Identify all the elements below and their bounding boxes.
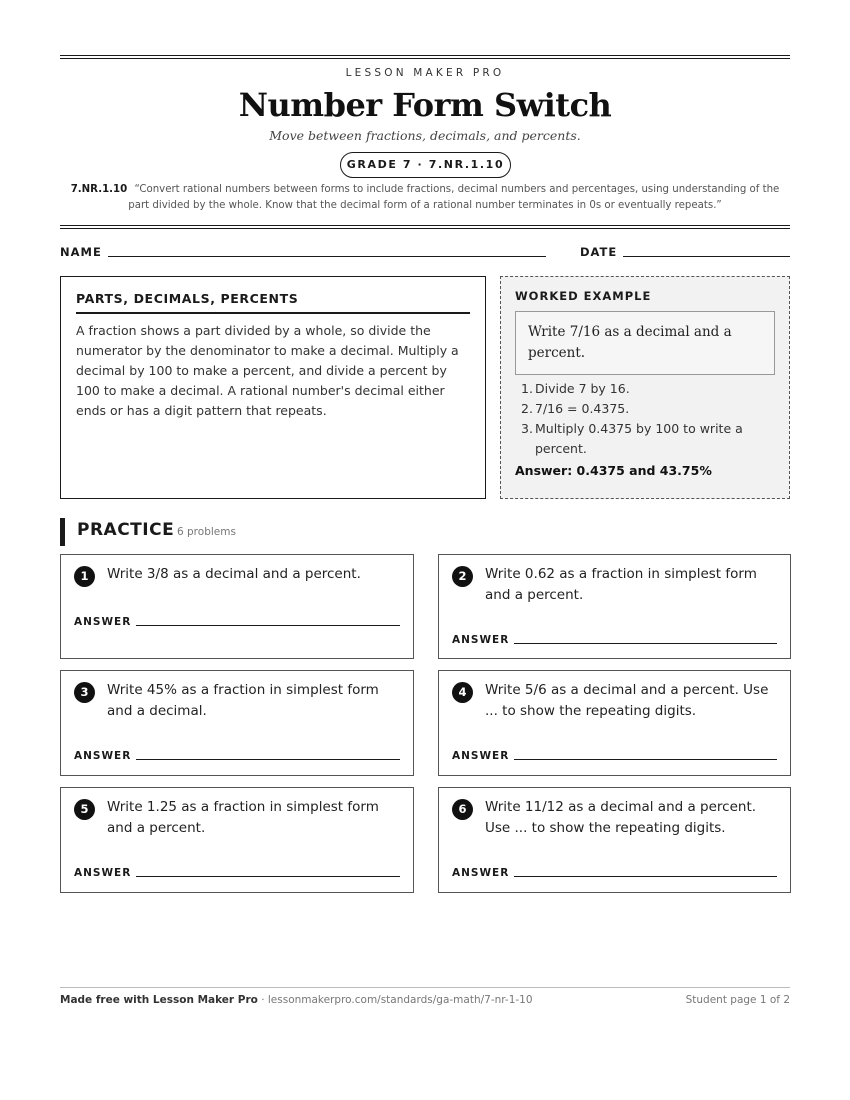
answer-line[interactable] [136, 625, 400, 626]
header-bottom-rule [60, 225, 790, 226]
problem-text: Write 0.62 as a fraction in simplest form and a percent. [485, 566, 757, 603]
page-title: Number Form Switch [238, 86, 612, 124]
answer-line[interactable] [514, 876, 777, 877]
footer-url[interactable]: · lessonmakerpro.com/standards/ga-math/7-nr-1-10 [257, 994, 533, 1006]
worked-example-heading: WORKED EXAMPLE [515, 289, 652, 303]
answer-label: ANSWER [74, 867, 132, 879]
top-rule [60, 55, 790, 56]
page-subtitle: Move between fractions, decimals, and percents. [269, 128, 581, 143]
problem-card-1 [60, 554, 414, 659]
worked-example-panel [500, 276, 790, 499]
footer-credit [60, 994, 533, 1006]
standard-text: “Convert rational numbers between forms to include fractions, decimal numbers and percentages, using understanding of the part divided by the whole. Know that the decimal form of a rational number terminates in 0s or eventually repeats.” [128, 184, 780, 211]
problem-card-2 [438, 554, 791, 659]
answer-line[interactable] [136, 876, 400, 877]
brand-name: LESSON MAKER PRO [345, 67, 505, 79]
problem-card-4 [438, 670, 791, 776]
date-label: DATE [580, 245, 618, 259]
practice-count: 6 problems [177, 526, 236, 538]
practice-accent-bar [60, 518, 65, 546]
answer-line[interactable] [136, 759, 400, 760]
problem-text: Write 1.25 as a fraction in simplest form and a percent. [107, 799, 379, 836]
worked-example-problem: Write 7/16 as a decimal and a percent. [515, 311, 775, 375]
problem-card-6 [438, 787, 791, 893]
problem-number-badge: 1 [74, 566, 95, 587]
standard-code: 7.NR.1.10 [70, 184, 128, 195]
concept-panel [60, 276, 486, 499]
footer-rule [60, 987, 790, 988]
answer-label: ANSWER [74, 750, 132, 762]
answer-line[interactable] [514, 759, 777, 760]
problem-number-badge: 3 [74, 682, 95, 703]
problem-number-badge: 4 [452, 682, 473, 703]
problem-text: Write 5/6 as a decimal and a percent. Use ... to show the repeating digits. [485, 682, 769, 719]
worked-example-answer: Answer: 0.4375 and 43.75% [515, 463, 712, 478]
concept-heading: PARTS, DECIMALS, PERCENTS [76, 291, 470, 314]
name-field-line[interactable] [108, 256, 546, 257]
practice-heading: PRACTICE [77, 520, 175, 540]
footer-brand: Made free with Lesson Maker Pro [60, 994, 258, 1006]
answer-label: ANSWER [452, 634, 510, 646]
header-bottom-rule-inner [60, 228, 790, 229]
answer-label: ANSWER [452, 750, 510, 762]
grade-standard-badge: GRADE 7 · 7.NR.1.10 [340, 152, 511, 178]
date-field-line[interactable] [623, 256, 790, 257]
problem-text: Write 45% as a fraction in simplest form and a decimal. [107, 682, 379, 719]
problem-number-badge: 5 [74, 799, 95, 820]
worked-example-step: 2. 7/16 = 0.4375. [521, 401, 630, 416]
worked-example-step: 3. Multiply 0.4375 by 100 to write a percent. [521, 421, 743, 456]
worked-example-step: 1. Divide 7 by 16. [521, 381, 630, 396]
answer-label: ANSWER [74, 616, 132, 628]
top-rule-inner [60, 58, 790, 59]
worked-example-steps [515, 379, 775, 459]
problem-card-5 [60, 787, 414, 893]
problem-number-badge: 6 [452, 799, 473, 820]
footer-page-number: Student page 1 of 2 [685, 994, 790, 1006]
problem-text: Write 3/8 as a decimal and a percent. [107, 566, 361, 582]
name-label: NAME [60, 245, 102, 259]
problem-card-3 [60, 670, 414, 776]
answer-line[interactable] [514, 643, 777, 644]
standard-description [60, 182, 790, 214]
concept-text: A fraction shows a part divided by a whole, so divide the numerator by the denominator to make a decimal. Multiply a decimal by 100 to make a percent, and divide a percent by 100 to make a decimal. A rational number's decimal either ends or has a digit pattern that repeats. [76, 323, 459, 418]
problem-number-badge: 2 [452, 566, 473, 587]
problem-text: Write 11/12 as a decimal and a percent. Use ... to show the repeating digits. [485, 799, 757, 836]
answer-label: ANSWER [452, 867, 510, 879]
